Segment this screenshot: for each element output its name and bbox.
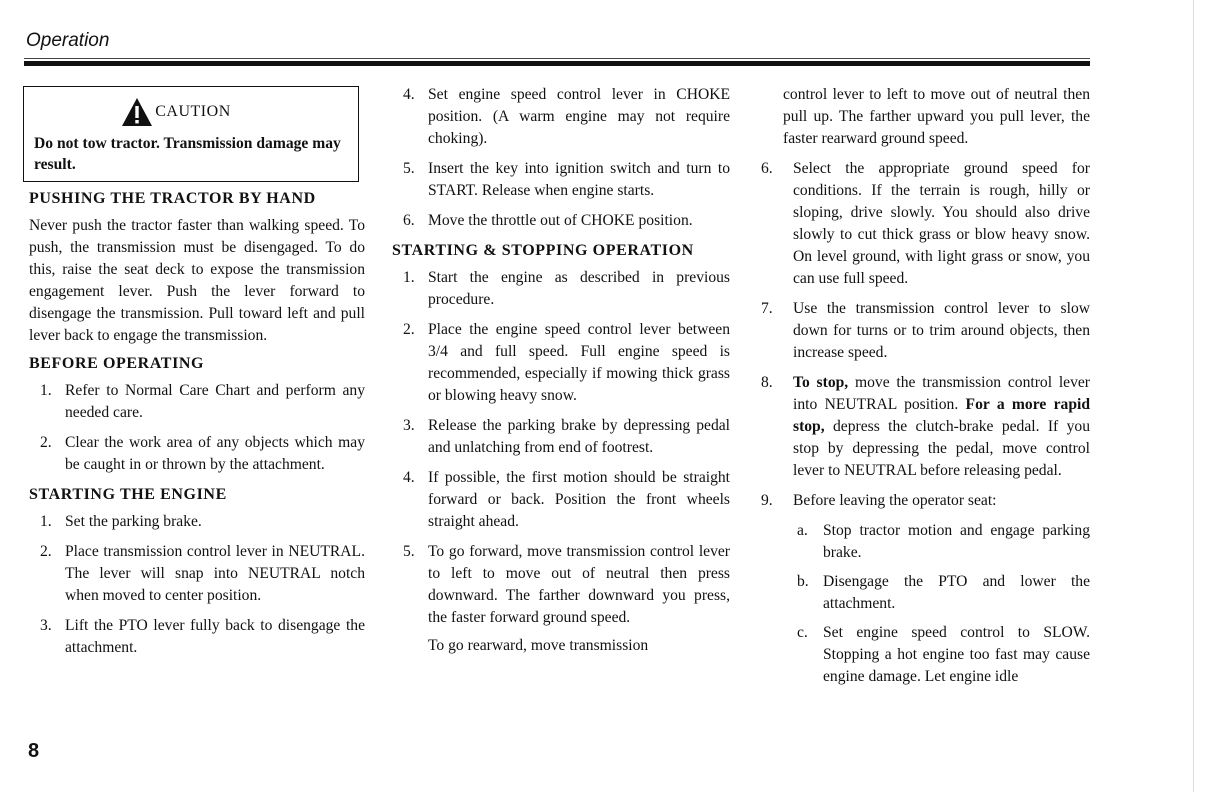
item-number: 5. <box>403 160 415 177</box>
item-text: Set engine speed control to SLOW. Stopping a hot engine too fast may cause engine damage. Let engine idle <box>823 624 1090 685</box>
item-number: 5. <box>403 543 415 560</box>
list-item <box>29 432 365 476</box>
item-number: 3. <box>403 417 415 434</box>
item-text: Disengage the PTO and lower the attachment. <box>823 573 1090 612</box>
caution-box <box>23 86 359 182</box>
page-header: Operation <box>26 30 110 51</box>
item-number: 7. <box>761 300 773 317</box>
item-text: To go forward, move transmission control lever to left to move out of neutral then press downward. The farther downward you press, the faster forward ground speed. <box>428 543 730 626</box>
column-1 <box>29 84 365 667</box>
list-item <box>757 490 1090 688</box>
item-text: Release the parking brake by depressing pedal and unlatching from end of footrest. <box>428 417 730 456</box>
item8-text-2: depress the clutch-brake pedal. If you stop by depressing the pedal, move control lever to NEUTRAL before releasing pedal. <box>793 418 1090 479</box>
sub-list <box>793 520 1090 688</box>
item-number: 2. <box>40 434 52 451</box>
starting-engine-list-a <box>29 511 365 659</box>
list-item <box>29 511 365 533</box>
list-item <box>757 298 1090 364</box>
item-number: 1. <box>40 382 52 399</box>
list-item <box>392 84 730 150</box>
starting-engine-list-b <box>392 84 730 232</box>
starting-stopping-list-a <box>392 267 730 629</box>
item5-continuation-a: To go rearward, move transmission <box>428 637 649 654</box>
item8-bold-1: To stop, <box>793 374 849 391</box>
caution-label: CAUTION <box>155 103 231 120</box>
item8-bold-2: For a more rapid stop, <box>793 396 1090 435</box>
item-number: 2. <box>403 321 415 338</box>
caution-title <box>34 97 348 127</box>
item-text: Before leaving the operator seat: <box>793 492 997 509</box>
item-text: Stop tractor motion and engage parking brake. <box>823 522 1090 561</box>
item-text: Move the throttle out of CHOKE position. <box>428 212 693 229</box>
item-number: 1. <box>40 513 52 530</box>
header-rule-thin <box>24 58 1090 59</box>
heading-before-operating: BEFORE OPERATING <box>29 355 205 372</box>
list-item <box>392 267 730 311</box>
warning-triangle-icon <box>121 97 153 127</box>
list-item <box>392 467 730 533</box>
item-number: 1. <box>403 269 415 286</box>
sub-list-item <box>793 520 1090 564</box>
page-edge <box>1193 0 1194 792</box>
list-item <box>392 158 730 202</box>
sub-list-item <box>793 622 1090 688</box>
item-text: Place transmission control lever in NEUTRAL. The lever will snap into NEUTRAL notch when moved to center position. <box>65 543 365 604</box>
list-item <box>392 210 730 232</box>
item5-continuation-b: control lever to left to move out of neutral then pull up. The farther upward you pull lever, the faster rearward ground speed. <box>783 86 1090 147</box>
item-text: Lift the PTO lever fully back to disengage the attachment. <box>65 617 365 656</box>
before-operating-list <box>29 380 365 476</box>
list-item <box>757 372 1090 482</box>
list-item <box>29 380 365 424</box>
item-text: Start the engine as described in previous procedure. <box>428 269 730 308</box>
list-item <box>392 415 730 459</box>
header-rule <box>24 61 1090 66</box>
item-number: 4. <box>403 86 415 103</box>
item-text: Insert the key into ignition switch and turn to START. Release when engine starts. <box>428 160 730 199</box>
item-number: 2. <box>40 543 52 560</box>
item-text: Set the parking brake. <box>65 513 202 530</box>
item-text: Place the engine speed control lever between 3/4 and full speed. Full engine speed is recommended, especially if mowing thick grass or blowing heavy snow. <box>428 321 730 404</box>
item-text: If possible, the first motion should be straight forward or back. Position the front wheels straight ahead. <box>428 469 730 530</box>
column-3 <box>757 84 1090 696</box>
item-text: Set engine speed control lever in CHOKE position. (A warm engine may not require choking). <box>428 86 730 147</box>
caution-text: Do not tow tractor. Transmission damage may result. <box>34 135 341 173</box>
page-number: 8 <box>28 740 40 762</box>
sub-list-item <box>793 571 1090 615</box>
item-letter: a. <box>797 522 808 539</box>
starting-stopping-list-b <box>757 158 1090 688</box>
column-2 <box>392 84 730 662</box>
list-item <box>392 541 730 629</box>
item-number: 8. <box>761 374 773 391</box>
item-text: Use the transmission control lever to slow down for turns or to trim around objects, then increase speed. <box>793 300 1090 361</box>
list-item <box>757 158 1090 290</box>
item-number: 6. <box>403 212 415 229</box>
heading-pushing: PUSHING THE TRACTOR BY HAND <box>29 190 316 207</box>
item-number: 4. <box>403 469 415 486</box>
item8-text-1: move the transmission control lever into NEUTRAL position. <box>793 374 1090 413</box>
item-text: Select the appropriate ground speed for conditions. If the terrain is rough, hilly or sloping, drive slowly. You should also drive slowly to cut thick grass or blow heavy snow. On level ground, with light grass or snow, you can use full speed. <box>793 160 1090 287</box>
list-item <box>29 541 365 607</box>
item-number: 3. <box>40 617 52 634</box>
item-text: Clear the work area of any objects which may be caught in or thrown by the attachment. <box>65 434 365 473</box>
item-number: 9. <box>761 492 773 509</box>
pushing-text: Never push the tractor faster than walking speed. To push, the transmission must be disengaged. To do this, raise the seat deck to expose the transmission engagement lever. Push the lever forward to disengage the transmission. Pull toward left and pull lever back to engage the transmission. <box>29 217 365 344</box>
list-item <box>392 319 730 407</box>
heading-starting-engine: STARTING THE ENGINE <box>29 486 227 503</box>
heading-starting-stopping: STARTING & STOPPING OPERATION <box>392 242 694 259</box>
item-letter: c. <box>797 624 808 641</box>
item-letter: b. <box>797 573 809 590</box>
item-number: 6. <box>761 160 773 177</box>
item-text: Refer to Normal Care Chart and perform any needed care. <box>65 382 365 421</box>
list-item <box>29 615 365 659</box>
